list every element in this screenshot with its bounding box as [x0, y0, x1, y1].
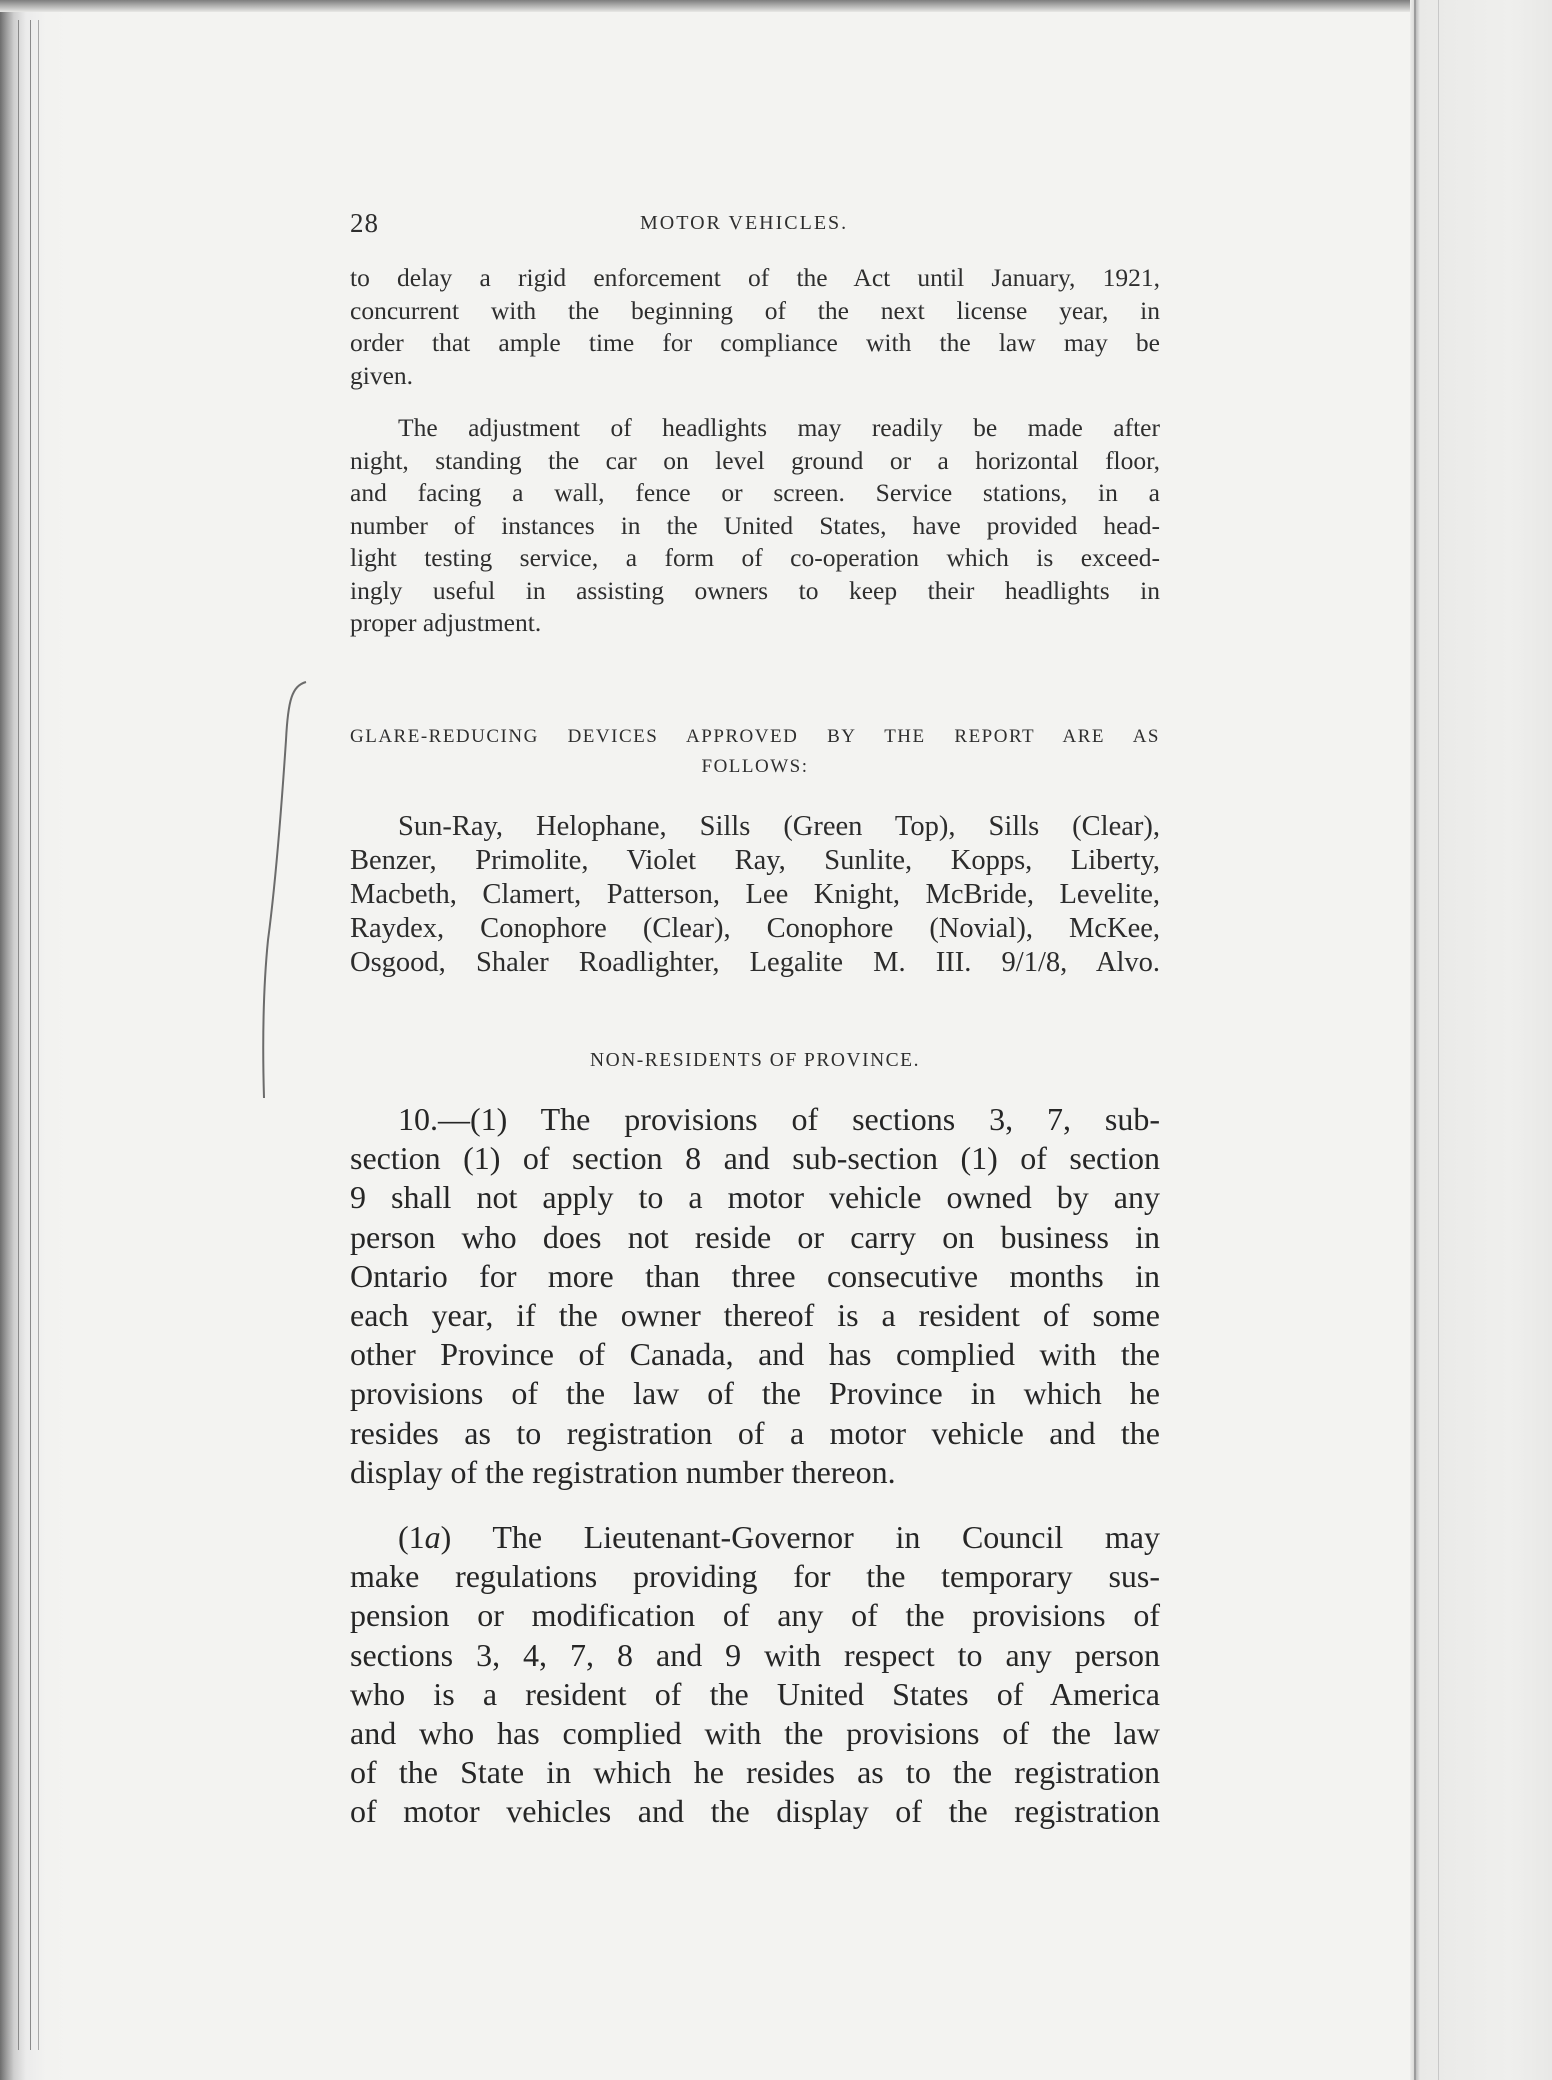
text-line: make regulations providing for the temporary sus-	[350, 1558, 1160, 1595]
text-line: section (1) of section 8 and sub-section (1) of section	[350, 1140, 1160, 1177]
text-line: pension or modification of any of the provisions of	[350, 1597, 1160, 1634]
heading-line: GLARE-REDUCING DEVICES APPROVED BY THE REPORT ARE AS	[350, 726, 1160, 747]
text-line: sections 3, 4, 7, 8 and 9 with respect to any person	[350, 1636, 1160, 1673]
facing-page-edge	[1410, 0, 1552, 2080]
paragraph-headlight-adjustment	[350, 412, 1160, 640]
heading-line: FOLLOWS:	[701, 756, 809, 777]
text-line: order that ample time for compliance with the law may be	[350, 328, 1160, 357]
subsection-label-italic: a	[424, 1519, 441, 1555]
text-line: of motor vehicles and the display of the registration	[350, 1793, 1160, 1830]
text-line: light testing service, a form of co-operation which is exceed-	[350, 543, 1160, 572]
page-number: 28	[350, 208, 379, 238]
text-line: night, standing the car on level ground or a horizontal floor,	[350, 445, 1160, 475]
subsection-label-close: )	[440, 1519, 452, 1555]
text-line: person who does not reside or carry on business in	[350, 1218, 1160, 1255]
text-line: to delay a rigid enforcement of the Act until January, 1921,	[350, 263, 1160, 292]
text-line: Benzer, Primolite, Violet Ray, Sunlite, Kopps, Liberty,	[350, 845, 1160, 876]
text-line: The adjustment of headlights may readily be made after	[398, 413, 1160, 442]
text-line: provisions of the law of the Province in which he	[350, 1375, 1160, 1412]
text-line: resides as to registration of a motor vehicle and the	[350, 1414, 1160, 1451]
text-line: Ontario for more than three consecutive months in	[350, 1257, 1160, 1294]
book-binding-edge	[0, 0, 70, 2080]
text-line: Sun-Ray, Helophane, Sills (Green Top), Sills (Clear),	[398, 811, 1160, 842]
text-line: and who has complied with the provisions of the law	[350, 1715, 1160, 1752]
text-line: Raydex, Conophore (Clear), Conophore (Novial), McKee,	[350, 913, 1160, 944]
paragraph-continuation	[350, 262, 1160, 392]
scan-top-shadow	[0, 0, 1552, 12]
text-line: of the State in which he resides as to the registration	[350, 1754, 1160, 1791]
text-line: number of instances in the United States, have provided head-	[350, 510, 1160, 540]
pencil-margin-mark	[258, 680, 318, 1100]
text-line: The Lieutenant-Governor in Council may	[451, 1519, 1160, 1555]
running-title: MOTOR VEHICLES.	[640, 212, 849, 234]
section-heading-glare-devices	[350, 722, 1160, 782]
text-line: 10.—(1) The provisions of sections 3, 7, sub-	[398, 1101, 1160, 1137]
subsection-label-open: (1	[398, 1519, 425, 1555]
text-line: given.	[350, 360, 414, 390]
text-line: and facing a wall, fence or screen. Service stations, in a	[350, 478, 1160, 507]
text-line: other Province of Canada, and has complied with the	[350, 1336, 1160, 1373]
text-line: concurrent with the beginning of the next license year, in	[350, 295, 1160, 325]
approved-devices-list	[350, 810, 1160, 980]
text-line: proper adjustment.	[350, 608, 542, 637]
section-heading-non-residents: NON-RESIDENTS OF PROVINCE.	[590, 1050, 920, 1071]
text-line: who is a resident of the United States of America	[350, 1675, 1160, 1712]
text-line: ingly useful in assisting owners to keep their headlights in	[350, 575, 1160, 605]
text-line: display of the registration number thereon.	[350, 1453, 896, 1490]
page-header	[350, 208, 1160, 242]
text-line: Osgood, Shaler Roadlighter, Legalite M. III. 9/1/8, Alvo.	[350, 947, 1160, 978]
text-line: 9 shall not apply to a motor vehicle owned by any	[350, 1179, 1160, 1216]
text-line: Macbeth, Clamert, Patterson, Lee Knight, McBride, Levelite,	[350, 879, 1160, 910]
text-line: each year, if the owner thereof is a resident of some	[350, 1297, 1160, 1334]
section-10-paragraph	[350, 1100, 1160, 1492]
section-1a-paragraph	[350, 1518, 1160, 1832]
